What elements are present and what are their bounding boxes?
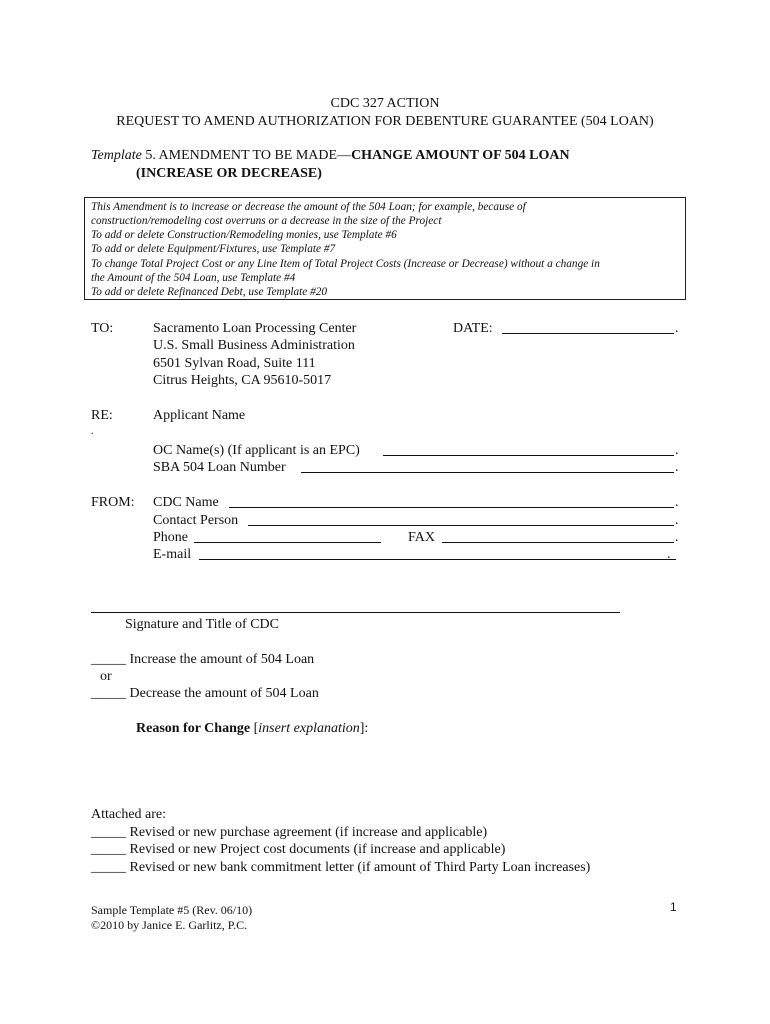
attached-title: Attached are:: [91, 807, 167, 822]
re-label: RE:: [91, 408, 113, 423]
reason-placeholder: insert explanation: [258, 721, 360, 736]
field-end-dot: .: [675, 460, 679, 475]
or-label: or: [100, 669, 112, 684]
increase-label: Increase the amount of 504 Loan: [126, 652, 315, 667]
phone-field[interactable]: [194, 542, 381, 543]
decrease-label: Decrease the amount of 504 Loan: [126, 686, 319, 701]
fax-field[interactable]: [442, 542, 674, 543]
stray-dot: .: [91, 426, 94, 437]
increase-option[interactable]: [91, 651, 314, 668]
footer-template-rev: Sample Template #5 (Rev. 06/10): [91, 903, 253, 917]
form-title: REQUEST TO AMEND AUTHORIZATION FOR DEBENTURE GUARANTEE (504 LOAN): [116, 114, 654, 129]
instruction-line: To change Total Project Cost or any Line Item of Total Project Costs (Increase or Decrease) without a change in: [91, 258, 600, 270]
instruction-line: To add or delete Equipment/Fixtures, use Template #7: [91, 243, 336, 255]
contact-person-label: Contact Person: [153, 513, 239, 528]
signature-line[interactable]: [91, 612, 620, 613]
template-number: 5. AMENDMENT TO BE MADE—: [141, 148, 352, 163]
reason-bracket-close: ]:: [359, 721, 369, 736]
template-title-line2: (INCREASE OR DECREASE): [136, 166, 322, 181]
field-end-dot: .: [675, 443, 679, 458]
cdc-name-label: CDC Name: [153, 495, 219, 510]
page-number: 1: [670, 900, 677, 914]
attachment-item[interactable]: _____ Revised or new purchase agreement (if increase and applicable): [91, 825, 488, 840]
field-end-dot: .: [675, 495, 679, 510]
address-line: Sacramento Loan Processing Center: [153, 321, 357, 336]
field-end-dot: .: [675, 321, 679, 336]
form-number: CDC 327 ACTION: [330, 96, 440, 111]
reason-for-change: [136, 720, 368, 737]
reason-label: Reason for Change: [136, 721, 251, 736]
address-line: Citrus Heights, CA 95610-5017: [153, 373, 332, 388]
field-end-dot: .: [675, 513, 679, 528]
signature-label: Signature and Title of CDC: [125, 617, 280, 632]
oc-name-label: OC Name(s) (If applicant is an EPC): [153, 443, 360, 458]
increase-blank[interactable]: _____: [91, 652, 126, 667]
attachment-item[interactable]: _____ Revised or new Project cost documents (if increase and applicable): [91, 842, 506, 857]
address-line: 6501 Sylvan Road, Suite 111: [153, 356, 316, 371]
from-label: FROM:: [91, 495, 135, 510]
instruction-line: This Amendment is to increase or decrease the amount of the 504 Loan; for example, because of: [91, 201, 526, 213]
field-end-dot: .: [675, 530, 679, 545]
instruction-line: To add or delete Construction/Remodeling monies, use Template #6: [91, 229, 397, 241]
attachment-item[interactable]: _____ Revised or new bank commitment letter (if amount of Third Party Loan increases): [91, 860, 591, 875]
sba-loan-number-label: SBA 504 Loan Number: [153, 460, 286, 475]
decrease-option[interactable]: [91, 685, 319, 702]
template-label: Template: [91, 148, 142, 163]
date-field[interactable]: [502, 333, 674, 334]
sba-loan-number-field[interactable]: [301, 472, 674, 473]
email-label: E-mail: [153, 547, 192, 562]
field-end-dot: .: [667, 547, 671, 562]
instructions-box: [84, 197, 686, 300]
instruction-line: To add or delete Refinanced Debt, use Template #20: [91, 286, 328, 298]
email-field[interactable]: [199, 559, 676, 560]
to-label: TO:: [91, 321, 114, 336]
decrease-blank[interactable]: _____: [91, 686, 126, 701]
footer-copyright: ©2010 by Janice E. Garlitz, P.C.: [91, 918, 248, 932]
cdc-name-field[interactable]: [229, 507, 674, 508]
template-title: CHANGE AMOUNT OF 504 LOAN: [351, 148, 570, 163]
address-line: U.S. Small Business Administration: [153, 338, 355, 353]
contact-person-field[interactable]: [248, 525, 674, 526]
instruction-line: construction/remodeling cost overruns or a decrease in the size of the Project: [91, 215, 442, 227]
fax-label: FAX: [408, 530, 435, 545]
applicant-name-label: Applicant Name: [153, 408, 246, 423]
oc-name-field[interactable]: [383, 455, 674, 456]
instruction-line: the Amount of the 504 Loan, use Template #4: [91, 272, 296, 284]
template-heading: [91, 147, 570, 164]
phone-label: Phone: [153, 530, 188, 545]
reason-bracket-open: [: [250, 721, 259, 736]
date-label: DATE:: [453, 321, 493, 336]
